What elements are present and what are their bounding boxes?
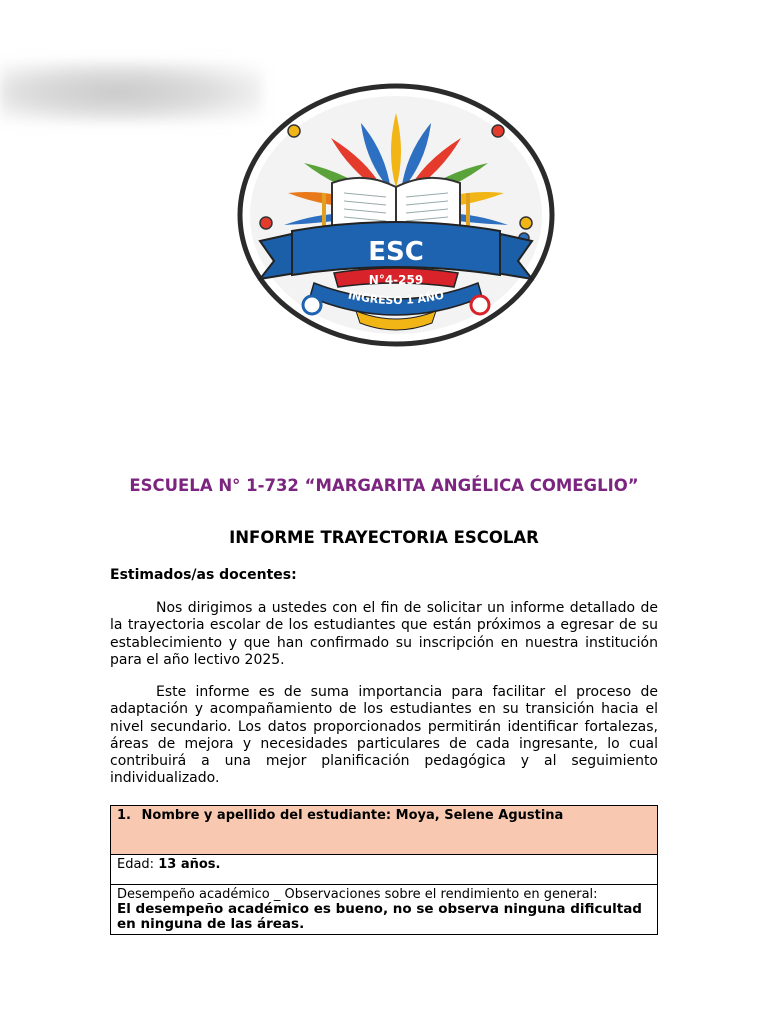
item-number: 1. (117, 808, 131, 823)
logo-title: ESC (368, 237, 424, 267)
student-age-row (111, 855, 658, 885)
performance-value: El desempeño académico es bueno, no se observa ninguna dificultad en ninguna de las áreas. (117, 901, 642, 932)
redacted-header-blur (0, 62, 262, 122)
academic-performance-row (111, 885, 658, 935)
student-info-table (110, 805, 658, 935)
performance-label: Desempeño académico _ Observaciones sobre el rendimiento en general: (117, 887, 598, 902)
school-name-title: ESCUELA N° 1-732 “MARGARITA ANGÉLICA COMEGLIO” (129, 476, 639, 495)
school-logo (236, 83, 556, 348)
age-value: 13 años. (158, 857, 221, 872)
logo-number: N°4-259 (368, 273, 424, 287)
student-name-label: Nombre y apellido del estudiante: Moya, Selene Agustina (141, 808, 564, 823)
logo-caption: INGRESO 1 AÑO (346, 288, 446, 308)
age-label: Edad: (117, 857, 155, 872)
paragraph-importance: Este informe es de suma importancia para facilitar el proceso de adaptación y acompañamiento de los estudiantes en su transición hacia el nivel secundario. Los datos proporcionados permitirán identificar fortalezas, áreas de mejora y necesidades particulares de cada ingresante, lo cual contribuirá a una mejor planificación pedagógica y al seguimiento individualizado. (110, 684, 658, 787)
greeting: Estimados/as docentes: (110, 567, 297, 583)
student-name-row (111, 806, 658, 855)
paragraph-request: Nos dirigimos a ustedes con el fin de solicitar un informe detallado de la trayectoria escolar de los estudiantes que están próximos a egresar de su establecimiento y que han confirmado su inscripción en nuestra institución para el año lectivo 2025. (110, 600, 658, 668)
report-title: INFORME TRAYECTORIA ESCOLAR (229, 528, 539, 547)
